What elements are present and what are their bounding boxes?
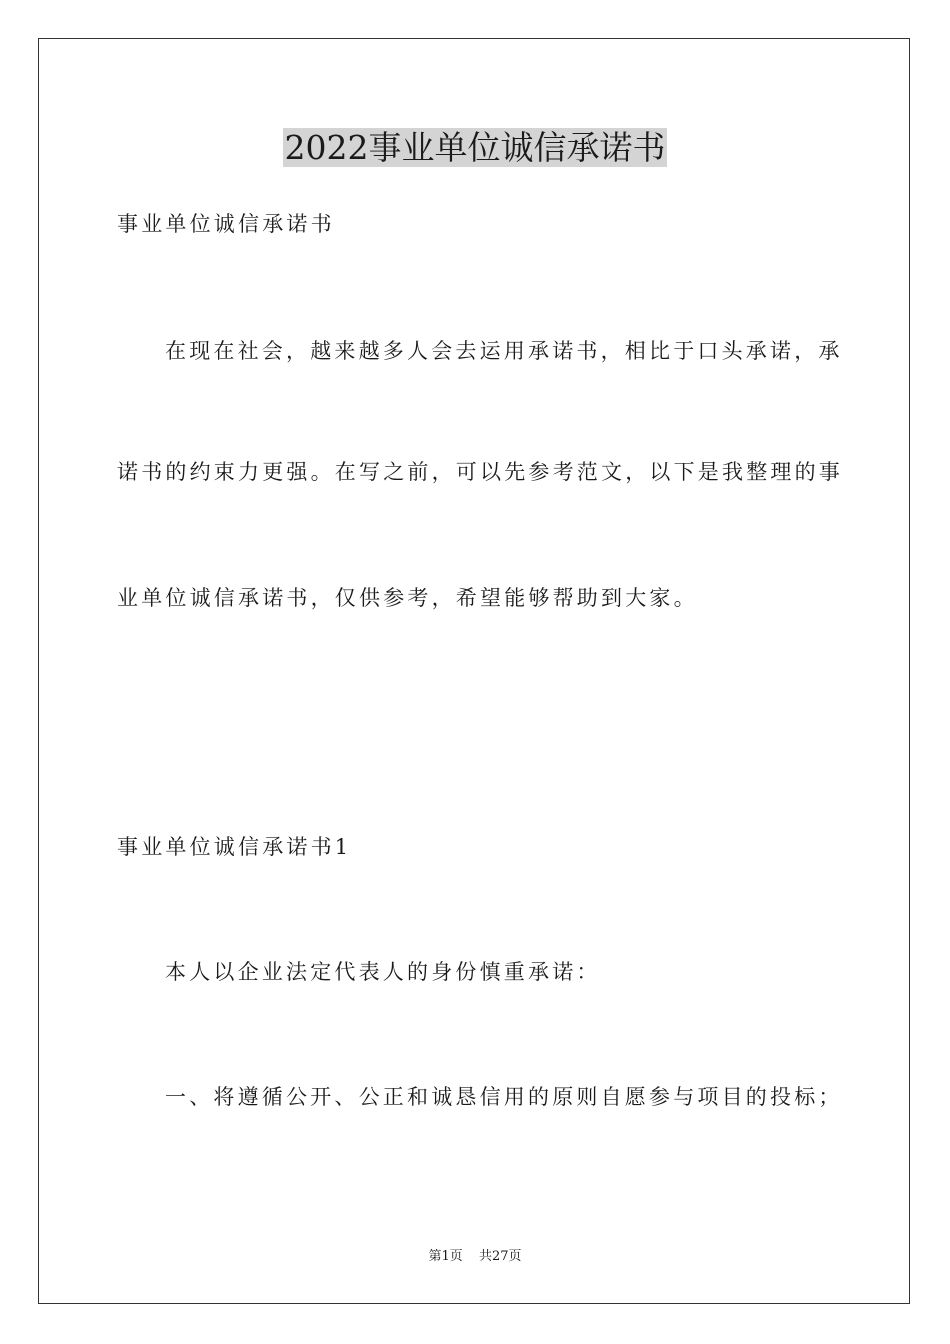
intro-line-3: 业单位诚信承诺书，仅供参考，希望能够帮助到大家。 [117, 586, 698, 610]
document-title [0, 126, 950, 170]
paragraph-line-1: 本人以企业法定代表人的身份慎重承诺： [165, 960, 601, 984]
intro-line-2: 诺书的约束力更强。在写之前，可以先参考范文，以下是我整理的事 [117, 460, 843, 484]
intro-line-1: 在现在社会，越来越多人会去运用承诺书，相比于口头承诺，承 [165, 339, 843, 363]
document-subtitle: 事业单位诚信承诺书 [117, 212, 335, 236]
page-footer [0, 1248, 950, 1266]
document-title-text: 2022事业单位诚信承诺书 [284, 128, 666, 167]
page-number: 第1页 [428, 1249, 463, 1264]
page-total: 共27页 [478, 1249, 522, 1264]
paragraph-line-2: 一、将遵循公开、公正和诚恳信用的原则自愿参与项目的投标； [165, 1085, 843, 1109]
section-heading: 事业单位诚信承诺书1 [117, 835, 352, 859]
